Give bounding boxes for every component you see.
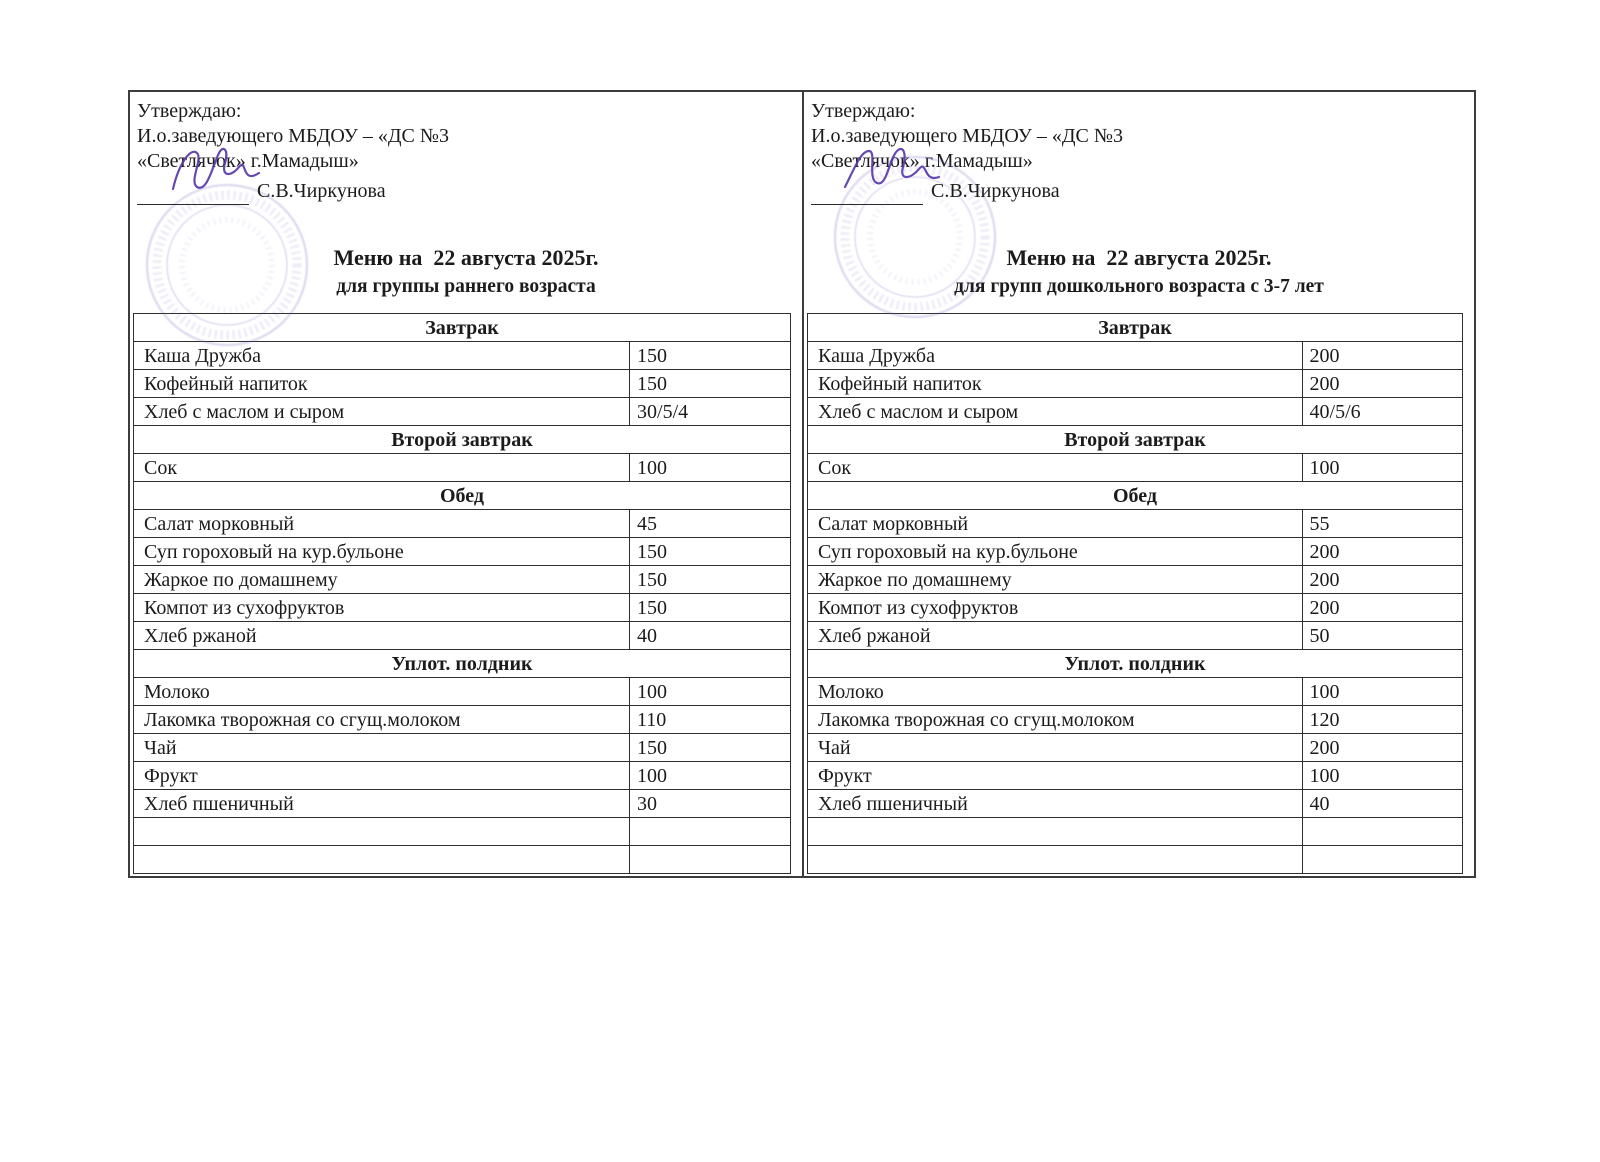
menu-section-title: Обед (808, 482, 1463, 510)
dish-amount: 110 (630, 706, 791, 734)
dish-amount: 200 (1302, 538, 1462, 566)
dish-name: Каша Дружба (808, 342, 1303, 370)
dish-name: Чай (808, 734, 1303, 762)
dish-amount (1302, 846, 1462, 874)
dish-amount: 40 (630, 622, 791, 650)
menu-section-header-row (808, 482, 1463, 510)
dish-amount: 200 (1302, 342, 1462, 370)
menu-section-header-row (808, 426, 1463, 454)
menu-subtitle: для группы раннего возраста (336, 276, 596, 297)
dish-name: Кофейный напиток (134, 370, 630, 398)
menu-section-header-row (134, 482, 791, 510)
menu-item-row (134, 818, 791, 846)
dish-amount: 150 (630, 538, 791, 566)
menu-section-title: Завтрак (808, 314, 1463, 342)
menu-item-row (134, 762, 791, 790)
dish-name: Каша Дружба (134, 342, 630, 370)
dish-name: Жаркое по домашнему (808, 566, 1303, 594)
dish-name: Салат морковный (808, 510, 1303, 538)
dish-amount: 150 (630, 342, 791, 370)
menu-title: Меню на 22 августа 2025г. (1006, 245, 1272, 270)
dish-amount: 100 (1302, 678, 1462, 706)
menu-item-row (808, 398, 1463, 426)
menu-item-row (134, 734, 791, 762)
dish-name: Хлеб ржаной (808, 622, 1303, 650)
dish-amount: 100 (630, 454, 791, 482)
menu-item-row (134, 566, 791, 594)
menu-item-row (134, 510, 791, 538)
dish-name: Фрукт (808, 762, 1303, 790)
dish-name: Компот из сухофруктов (134, 594, 630, 622)
menu-section-title: Второй завтрак (808, 426, 1463, 454)
menu-item-row (808, 762, 1463, 790)
dish-name: Салат морковный (134, 510, 630, 538)
menu-panel-preschool (802, 92, 1474, 876)
dish-amount: 45 (630, 510, 791, 538)
dish-amount: 100 (1302, 762, 1462, 790)
dish-name (134, 818, 630, 846)
menu-item-row (808, 594, 1463, 622)
menu-item-row (134, 594, 791, 622)
dish-amount: 150 (630, 566, 791, 594)
dish-amount: 150 (630, 594, 791, 622)
signature-line (811, 183, 923, 205)
dish-name: Хлеб пшеничный (134, 790, 630, 818)
menu-item-row (134, 398, 791, 426)
menu-section-title: Второй завтрак (134, 426, 791, 454)
menu-section-title: Уплот. полдник (808, 650, 1463, 678)
menu-panel-early-age (130, 92, 802, 876)
menu-item-row (134, 790, 791, 818)
dish-name: Хлеб ржаной (134, 622, 630, 650)
menu-item-row (808, 846, 1463, 874)
menu-item-row (808, 454, 1463, 482)
approval-line-1: Утверждаю: (811, 100, 916, 122)
approval-block (137, 99, 802, 174)
menu-item-row (808, 818, 1463, 846)
dish-name: Кофейный напиток (808, 370, 1303, 398)
menu-title: Меню на 22 августа 2025г. (333, 245, 599, 270)
dish-amount: 100 (1302, 454, 1462, 482)
dish-amount: 200 (1302, 594, 1462, 622)
approval-line-3: «Светлячок» г.Мамадыш» (811, 150, 1033, 172)
dish-name: Молоко (808, 678, 1303, 706)
approval-line-2: И.о.заведующего МБДОУ – «ДС №3 (137, 125, 449, 147)
dish-amount (630, 818, 791, 846)
dish-amount: 200 (1302, 566, 1462, 594)
dish-name (134, 846, 630, 874)
dish-amount: 150 (630, 370, 791, 398)
menu-section-header-row (808, 650, 1463, 678)
document-frame (128, 90, 1476, 878)
dish-amount: 100 (630, 678, 791, 706)
menu-item-row (808, 734, 1463, 762)
menu-item-row (134, 342, 791, 370)
dish-name: Хлеб с маслом и сыром (134, 398, 630, 426)
menu-item-row (808, 706, 1463, 734)
menu-section-header-row (134, 314, 791, 342)
signer-name: С.В.Чиркунова (257, 180, 386, 202)
menu-section-title: Уплот. полдник (134, 650, 791, 678)
dish-name (808, 846, 1303, 874)
menu-section-title: Завтрак (134, 314, 791, 342)
menu-item-row (134, 370, 791, 398)
signature-row (137, 177, 802, 207)
menu-subtitle: для групп дошкольного возраста с 3-7 лет (954, 276, 1324, 297)
dish-name: Суп гороховый на кур.бульоне (808, 538, 1303, 566)
menu-item-row (134, 538, 791, 566)
approval-line-1: Утверждаю: (137, 100, 242, 122)
menu-item-row (808, 370, 1463, 398)
dish-amount: 50 (1302, 622, 1462, 650)
dish-amount: 100 (630, 762, 791, 790)
dish-amount: 40 (1302, 790, 1462, 818)
dish-amount: 200 (1302, 370, 1462, 398)
menu-section-header-row (808, 314, 1463, 342)
signature-row (811, 177, 1474, 207)
menu-item-row (134, 622, 791, 650)
dish-name (808, 818, 1303, 846)
approval-line-2: И.о.заведующего МБДОУ – «ДС №3 (811, 125, 1123, 147)
dish-name: Лакомка творожная со сгущ.молоком (808, 706, 1303, 734)
menu-item-row (134, 846, 791, 874)
dish-name: Лакомка творожная со сгущ.молоком (134, 706, 630, 734)
dish-name: Хлеб с маслом и сыром (808, 398, 1303, 426)
dish-amount: 55 (1302, 510, 1462, 538)
dish-amount (630, 846, 791, 874)
dish-amount: 30 (630, 790, 791, 818)
menu-item-row (808, 566, 1463, 594)
dish-name: Фрукт (134, 762, 630, 790)
menu-item-row (808, 538, 1463, 566)
dish-name: Сок (134, 454, 630, 482)
menu-table-early-age (133, 313, 791, 874)
menu-table-preschool (807, 313, 1463, 874)
menu-item-row (808, 510, 1463, 538)
menu-item-row (808, 342, 1463, 370)
menu-section-title: Обед (134, 482, 791, 510)
dish-amount: 30/5/4 (630, 398, 791, 426)
approval-block (811, 99, 1474, 174)
menu-item-row (134, 678, 791, 706)
dish-amount: 200 (1302, 734, 1462, 762)
dish-amount: 40/5/6 (1302, 398, 1462, 426)
menu-item-row (808, 622, 1463, 650)
menu-section-header-row (134, 650, 791, 678)
dish-name: Сок (808, 454, 1303, 482)
menu-item-row (134, 706, 791, 734)
dish-amount: 150 (630, 734, 791, 762)
dish-name: Хлеб пшеничный (808, 790, 1303, 818)
dish-name: Суп гороховый на кур.бульоне (134, 538, 630, 566)
menu-item-row (134, 454, 791, 482)
approval-line-3: «Светлячок» г.Мамадыш» (137, 150, 359, 172)
dish-amount (1302, 818, 1462, 846)
menu-item-row (808, 790, 1463, 818)
menu-item-row (808, 678, 1463, 706)
dish-name: Жаркое по домашнему (134, 566, 630, 594)
menu-section-header-row (134, 426, 791, 454)
signature-line (137, 183, 249, 205)
signer-name: С.В.Чиркунова (931, 180, 1060, 202)
dish-name: Молоко (134, 678, 630, 706)
dish-name: Компот из сухофруктов (808, 594, 1303, 622)
dish-amount: 120 (1302, 706, 1462, 734)
dish-name: Чай (134, 734, 630, 762)
